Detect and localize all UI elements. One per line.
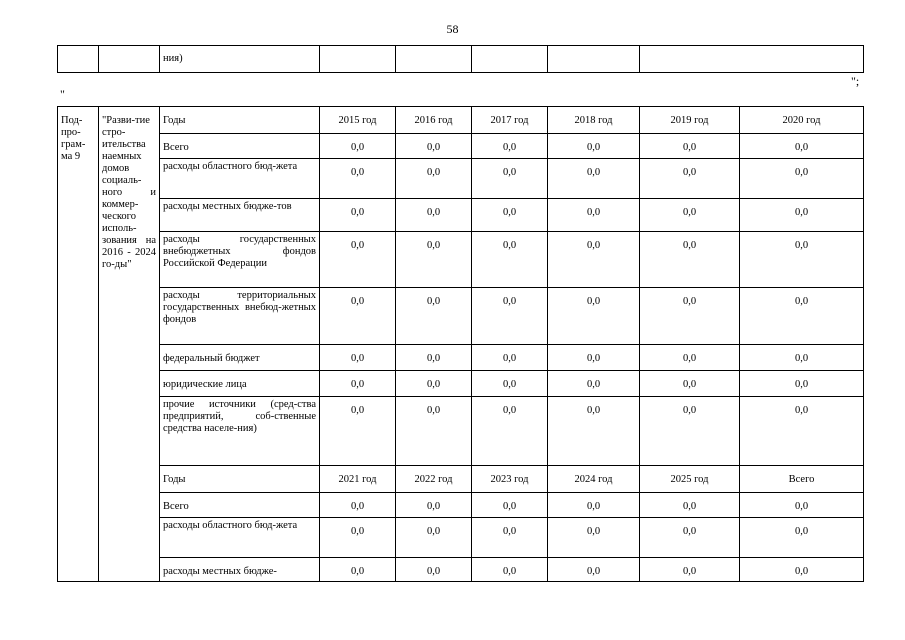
value-cell: 0,0 — [548, 134, 640, 159]
year-header-cell: 2015 год — [320, 107, 396, 134]
page-number: 58 — [446, 22, 459, 36]
value-cell: 0,0 — [740, 371, 864, 397]
funding-source-label: юридические лица — [160, 371, 320, 397]
value-cell: 0,0 — [320, 134, 396, 159]
value-cell: 0,0 — [320, 371, 396, 397]
table-cell — [320, 46, 396, 73]
year-header-cell: 2025 год — [640, 466, 740, 493]
value-cell: 0,0 — [548, 493, 640, 518]
value-cell: 0,0 — [472, 199, 548, 232]
value-cell: 0,0 — [548, 288, 640, 345]
value-cell: 0,0 — [740, 493, 864, 518]
subprogram-funding-table — [57, 106, 864, 582]
value-cell: 0,0 — [396, 397, 472, 466]
table-row — [58, 159, 864, 199]
table-row — [58, 107, 864, 134]
value-cell: 0,0 — [640, 159, 740, 199]
table-row — [58, 493, 864, 518]
table-cell — [99, 46, 160, 73]
value-cell: 0,0 — [640, 371, 740, 397]
value-cell: 0,0 — [740, 558, 864, 582]
value-cell: 0,0 — [640, 397, 740, 466]
value-cell: 0,0 — [320, 493, 396, 518]
table-row — [58, 199, 864, 232]
value-cell: 0,0 — [396, 159, 472, 199]
value-cell: 0,0 — [320, 288, 396, 345]
value-cell: 0,0 — [396, 493, 472, 518]
funding-source-label: расходы областного бюд-жета — [160, 518, 320, 558]
table-row — [58, 46, 864, 73]
value-cell: 0,0 — [396, 288, 472, 345]
value-cell: 0,0 — [548, 159, 640, 199]
table-cell — [58, 46, 99, 73]
value-cell: 0,0 — [740, 232, 864, 288]
funding-source-label: расходы областного бюд-жета — [160, 159, 320, 199]
years-header-label: Годы — [160, 466, 320, 493]
value-cell: 0,0 — [740, 134, 864, 159]
value-cell: 0,0 — [640, 199, 740, 232]
table-row — [58, 288, 864, 345]
funding-source-label: расходы местных бюдже- — [160, 558, 320, 582]
value-cell: 0,0 — [396, 345, 472, 371]
value-cell: 0,0 — [548, 371, 640, 397]
value-cell: 0,0 — [472, 159, 548, 199]
years-header-label: Годы — [160, 107, 320, 134]
value-cell: 0,0 — [548, 232, 640, 288]
value-cell: 0,0 — [548, 345, 640, 371]
table-row — [58, 232, 864, 288]
year-header-cell: 2019 год — [640, 107, 740, 134]
value-cell: 0,0 — [472, 134, 548, 159]
value-cell: 0,0 — [548, 558, 640, 582]
subprogram-name: "Разви-тие стро-ительства наемных домов социаль-ного и коммер-ческого исполь-зования на 2016 - 2024 го-ды" — [99, 107, 160, 582]
year-header-cell: 2022 год — [396, 466, 472, 493]
funding-source-label: Всего — [160, 493, 320, 518]
value-cell: 0,0 — [740, 199, 864, 232]
table-cell — [396, 46, 472, 73]
value-cell: 0,0 — [320, 232, 396, 288]
value-cell: 0,0 — [320, 397, 396, 466]
table-row — [58, 466, 864, 493]
value-cell: 0,0 — [640, 134, 740, 159]
year-header-cell: 2021 год — [320, 466, 396, 493]
table-row — [58, 518, 864, 558]
value-cell: 0,0 — [640, 493, 740, 518]
value-cell: 0,0 — [640, 345, 740, 371]
value-cell: 0,0 — [472, 371, 548, 397]
value-cell: 0,0 — [396, 518, 472, 558]
opening-quote: " — [60, 87, 65, 101]
funding-source-label: Всего — [160, 134, 320, 159]
value-cell: 0,0 — [740, 397, 864, 466]
value-cell: 0,0 — [472, 558, 548, 582]
funding-source-label: федеральный бюджет — [160, 345, 320, 371]
value-cell: 0,0 — [472, 232, 548, 288]
value-cell: 0,0 — [320, 159, 396, 199]
year-header-cell: Всего — [740, 466, 864, 493]
value-cell: 0,0 — [396, 232, 472, 288]
funding-source-label: расходы территориальных государственных внебюд-жетных фондов — [160, 288, 320, 345]
year-header-cell: 2018 год — [548, 107, 640, 134]
year-header-cell: 2020 год — [740, 107, 864, 134]
year-header-cell: 2023 год — [472, 466, 548, 493]
value-cell: 0,0 — [396, 134, 472, 159]
table-cell: ния) — [160, 46, 320, 73]
value-cell: 0,0 — [472, 345, 548, 371]
value-cell: 0,0 — [320, 558, 396, 582]
funding-source-label: расходы местных бюдже-тов — [160, 199, 320, 232]
value-cell: 0,0 — [740, 518, 864, 558]
value-cell: 0,0 — [472, 493, 548, 518]
value-cell: 0,0 — [472, 397, 548, 466]
value-cell: 0,0 — [548, 397, 640, 466]
table-row — [58, 558, 864, 582]
value-cell: 0,0 — [320, 518, 396, 558]
value-cell: 0,0 — [396, 199, 472, 232]
value-cell: 0,0 — [640, 558, 740, 582]
value-cell: 0,0 — [472, 518, 548, 558]
closing-quote: "; — [851, 74, 860, 88]
subprogram-label: Под-про-грам-ма 9 — [58, 107, 99, 582]
year-header-cell: 2024 год — [548, 466, 640, 493]
funding-source-label: расходы государственных внебюджетных фондов Российской Федерации — [160, 232, 320, 288]
table-row — [58, 397, 864, 466]
value-cell: 0,0 — [548, 199, 640, 232]
value-cell: 0,0 — [740, 288, 864, 345]
funding-source-label: прочие источники (сред-ства предприятий, соб-ственные средства населе-ния) — [160, 397, 320, 466]
value-cell: 0,0 — [472, 288, 548, 345]
value-cell: 0,0 — [740, 159, 864, 199]
table-row — [58, 371, 864, 397]
value-cell: 0,0 — [320, 345, 396, 371]
value-cell: 0,0 — [320, 199, 396, 232]
value-cell: 0,0 — [396, 371, 472, 397]
value-cell: 0,0 — [640, 518, 740, 558]
value-cell: 0,0 — [640, 232, 740, 288]
value-cell: 0,0 — [740, 345, 864, 371]
year-header-cell: 2016 год — [396, 107, 472, 134]
continued-table-top — [57, 45, 864, 73]
value-cell: 0,0 — [548, 518, 640, 558]
table-row — [58, 345, 864, 371]
value-cell: 0,0 — [396, 558, 472, 582]
year-header-cell: 2017 год — [472, 107, 548, 134]
table-cell — [472, 46, 548, 73]
table-row — [58, 134, 864, 159]
table-cell — [548, 46, 640, 73]
value-cell: 0,0 — [640, 288, 740, 345]
table-cell — [640, 46, 864, 73]
